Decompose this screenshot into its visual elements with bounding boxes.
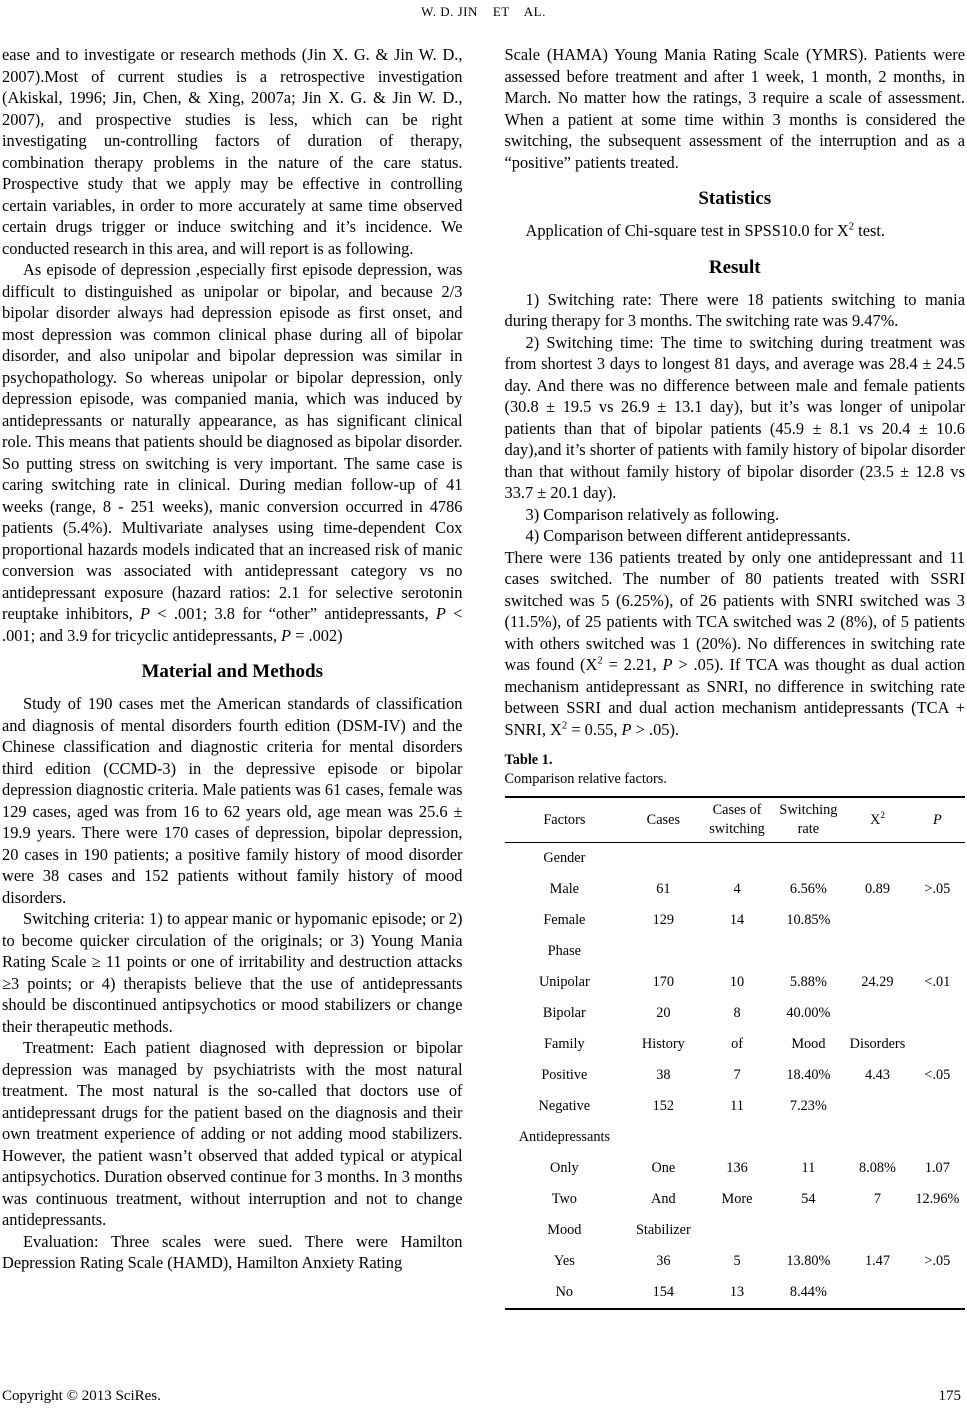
table1-cell: 6.56% [789,881,827,897]
section-heading-result: Result [708,256,761,278]
table1-row [505,1153,966,1184]
table1-cell: 8.08% [859,1160,896,1176]
table1-cell: No [555,1284,574,1300]
table1-cell: 154 [652,1284,675,1300]
table1-cell [910,1277,965,1309]
table1-cell: Family [544,1036,585,1052]
paragraph-scales-continued: Scale (HAMA) Young Mania Rating Scale (YMRS). Patients were assessed before treatment and after 1 week, 1 month, 2 months, in March. No matter how the ratings, 3 require a scale of assessment. When a patient at some time within 3 months is considered the switching, the subsequent assessment of the interruption and as a “positive” patients treated. [504,45,965,172]
table1-cell [772,1122,846,1153]
table1-cell: 20 [656,1005,671,1021]
table1-cell [703,1122,772,1153]
table1-cell [845,1215,909,1246]
table1-cell: 4 [733,881,741,897]
table1-cell: 38 [656,1067,671,1083]
table1-row [505,843,966,875]
table1-cell: One [651,1160,676,1176]
paragraph-result-switching-rate: 1) Switching rate: There were 18 patients switching to mania during therapy for 3 months. The switching rate was 9.47%. [504,289,965,330]
table1-cell: 24.29 [861,974,894,990]
table1-row [505,905,966,936]
table1-row [505,936,966,967]
table1-cell: Mood [547,1222,582,1238]
table1-cell: And [651,1191,676,1207]
table1-cell: 4.43 [864,1067,890,1083]
table1-cell: Positive [541,1067,588,1083]
table1-cell: Stabilizer [635,1222,691,1238]
table1-cell: 1.07 [924,1160,950,1176]
table1-header-row [505,797,966,843]
table1-cell [703,843,772,875]
table1-cell: 1.47 [864,1253,890,1269]
table1-cell: 12.96% [915,1191,960,1207]
table1-row [505,1246,966,1277]
table1-cell: Two [551,1191,577,1207]
table1-row [505,1122,966,1153]
table1-cell: 7.23% [789,1098,827,1114]
table1-cell [845,843,909,875]
table1-row [505,1277,966,1309]
table1-cell: of [731,1036,743,1052]
table1-cell [772,843,846,875]
table1-cell [910,1091,965,1122]
table1-cell: 10.85% [786,912,831,928]
table1-row [505,1184,966,1215]
table1-header-cell: P [932,811,942,828]
table1-cell [845,1091,909,1122]
table1-cell: 129 [652,912,675,928]
paragraph-intro-continued: ease and to investigate or research methods (Jin X. G. & Jin W. D., 2007).Most of current studies is a retrospective investigation (Akiskal, 1996; Jin, Chen, & Xing, 2007a; Jin X. G. & Jin W. D., 2007), and prospective studies is less, which can be right investigating un-controlling factors of duration of therapy, combination therapy problems in the nature of the care status. Prospective study that we apply may be effective in controlling certain variables, in order to more accurately at same time observed certain drugs trigger or induce switching and it’s incidence. We conducted research in this area, and will report is as following. [2,45,463,258]
table1-cell [910,936,965,967]
table1-cell: Phase [547,943,582,959]
paragraph-result-switching-time: 2) Switching time: The time to switching during treatment was from shortest 3 days to longest 81 days, and average was 28.4 ± 24.5 day. And there was no difference between male and female patients (30.8 ± 19.5 vs 26.9 ± 13.1 day), but it’s was longer of unipolar patients than that of bipolar patients (45.9 ± 8.1 vs 20.4 ± 10.6 day),and it’s shorter of patients with family history of bipolar disorder than that without family history of bipolar disorder (23.5 ± 12.8 vs 33.7 ± 20.1 day). [504,332,965,502]
table1-cell: 11 [730,1098,744,1114]
table1-cell: Yes [553,1253,575,1269]
table1-cell: 0.89 [864,881,890,897]
paragraph-statistics: Application of Chi-square test in SPSS10.0 for $X^2$ test. [525,221,886,240]
paragraph-result-comparison-4: 4) Comparison between different antidepressants. [525,526,851,545]
paragraph-episode-depression: As episode of depression ,especially first episode depression, was difficult to distinguished as unipolar or bipolar, and because 2/3 bipolar disorder always had depression episode as first onset, and most depression was common clinical phase during all of bipolar disorder, and also unipolar and bipolar depression was similar in psychopathology. So whereas unipolar or bipolar depression, only depression episode, was companied mania, which was induced by antidepressants or naturally appearance, as has significant clinical role. This means that patients should be diagnosed as bipolar disorder. So putting stress on switching is very important. The same case is caring switching rate in clinical. During median follow-up of 41 weeks (range, 8 - 251 weeks), manic conversion occurred in 4786 patients (5.4%). Multivariate analyses using time-dependent Cox proportional hazards models indicated that an increased risk of manic conversion was associated with antidepressant category vs no antidepressant exposure (hazard ratios: 2.1 for selective serotonin reuptake inhibitors, P < .001; 3.8 for “other” antidepressants, P < .001; and 3.9 for tricyclic antidepressants, P = .002) [2,260,463,645]
table1-cell: 40.00% [786,1005,831,1021]
copyright-text: Copyright © 2013 SciRes. [2,1388,161,1404]
table1-cell: 170 [652,974,675,990]
table1-cell [624,1122,702,1153]
table1-cell: Disorders [849,1036,906,1052]
table1-cell: Antidepressants [518,1129,611,1145]
table1-cell: 5 [733,1253,741,1269]
table1-cell: 36 [656,1253,671,1269]
table1-body [505,843,966,1310]
table1-cell [910,1122,965,1153]
table1-row [505,874,966,905]
table1-row [505,1215,966,1246]
running-head: W. D. JIN ET AL. [421,4,546,19]
right-column [505,44,966,1310]
table1-header-cell: Cases [646,811,681,828]
table1-cell: 61 [656,881,671,897]
table1-cell: 5.88% [789,974,827,990]
section-heading-material-and-methods: Material and Methods [141,661,324,682]
table1-row [505,967,966,998]
table1-cell: Mood [791,1036,826,1052]
table1-cell: 11 [801,1160,816,1176]
table1-cell: >.05 [924,881,951,897]
page-number: 175 [938,1388,961,1404]
table1-label: Table 1. [504,752,553,768]
table1-cell: 152 [652,1098,675,1114]
table1-cell: 13 [729,1284,745,1300]
table1-row [505,1091,966,1122]
table1-header-cell: Cases of switching [709,802,765,837]
table1-row [505,998,966,1029]
table1-row [505,1029,966,1060]
table1-cell: Unipolar [538,974,590,990]
table1-cell: Bipolar [542,1005,586,1021]
table1-cell: <.05 [924,1067,951,1083]
table1-cell: 7 [733,1067,741,1083]
table1-caption [505,751,966,789]
table1-cell [772,936,846,967]
table1-cell: Male [549,881,580,897]
table1-cell [624,936,702,967]
table1-cell [624,843,702,875]
paragraph-result-comparison-3: 3) Comparison relatively as following. [525,504,780,524]
two-column-body [2,44,965,1310]
table1-cell: 54 [801,1191,816,1207]
table1-cell [845,998,909,1029]
paragraph-switching-criteria: Switching criteria: 1) to appear manic or hypomanic episode; or 2) to become quicker circulation of the originals; or 3) Young Mania Rating Scale ≥ 11 points or one of irritability and destruction attacks ≥3 points; or 4) therapists believe that the use of antidepressants should be discontinued antipsychotics or mood stabilizers or change their therapeutic methods. [2,909,463,1036]
table1-cell [845,905,909,936]
table1-cell [910,1215,965,1246]
paragraph-study-cases: Study of 190 cases met the American standards of classification and diagnosis of mental disorders fourth edition (DSM-IV) and the Chinese classification and diagnostic criteria for mental disorders third edition (CCMD-3) in the depressive episode or bipolar depression diagnostic criteria. Male patients was 61 cases, female was 129 cases, aged was from 16 to 62 years old, age mean was 25.6 ± 19.9 years. There were 170 cases of depression, bipolar depression, 20 cases in 190 patients; a positive family history of mood disorder were 38 cases and 152 patients without family history of mood disorders. [2,694,463,907]
paragraph-treatment: Treatment: Each patient diagnosed with depression or bipolar depression was managed by psychiatrists with the most natural treatment. The most natural is the so-called that doctors use of antidepressant drugs for the patient based on the diagnosis and their own treatment experience of adding or not adding mood stabilizers. However, the patient wasn’t observed that added typical or atypical antipsychotics. Duration observed continue for 3 months. In 3 months was continuous treatment, without interruption and not to change antidepressants. [2,1038,463,1229]
table1-cell: 8 [733,1005,741,1021]
table1-cell: Gender [543,850,586,866]
table1-cell [703,1215,772,1246]
table1-row [505,1060,966,1091]
table1-cell [910,905,965,936]
table1-cell [845,936,909,967]
table1-cell: 14 [729,912,745,928]
table1-cell [703,936,772,967]
table1-cell: 7 [873,1191,882,1207]
table1-cell: 13.80% [786,1253,831,1269]
table1-header-cell: $X^2$ [869,810,885,828]
table1-cell: 136 [726,1160,748,1176]
table1-cell: More [721,1191,753,1207]
table1-cell [772,1215,846,1246]
paragraph-evaluation: Evaluation: Three scales were sued. There were Hamilton Depression Rating Scale (HAMD), Hamilton Anxiety Rating [2,1231,463,1272]
paragraph-result-antidepressants: There were 136 patients treated by only one antidepressant and 11 cases switched. The number of 80 patients treated with SSRI switched was 5 (6.25%), of 26 patients with SNRI switched was 3 (11.5%), of 25 patients with TCA switched was 2 (8%), of 5 patients with others switched was 1 (20%). No differences in switching rate was found ($X^2 = 2.21$, P > .05). If TCA was thought as dual action mechanism antidepressant as SNRI, no difference in switching rate between SSRI and dual action mechanism antidepressants (TCA + SNRI, $X^2 = 0.55$, P > .05). [504,547,965,739]
table1-cell: Only [550,1160,579,1176]
table1-cell: History [641,1036,685,1052]
table1-cell [845,1277,909,1309]
table1-header-cell: Switching rate [779,802,838,837]
table1-cell: >.05 [924,1253,951,1269]
table1-header-cell: Factors [543,811,586,828]
section-heading-statistics: Statistics [698,188,772,209]
table1-cell [910,843,965,875]
table1 [505,796,966,1310]
table1-cell: Female [543,912,586,928]
table1-cell: 18.40% [786,1067,831,1083]
table1-cell: Negative [538,1098,591,1114]
page-footer [2,1388,961,1405]
table1-subtitle: Comparison relative factors. [504,771,667,787]
table1-cell [845,1122,909,1153]
table1-cell [910,998,965,1029]
left-column [2,44,463,1310]
table1-cell: <.01 [924,974,951,990]
table1-cell: 10 [729,974,745,990]
table1-cell [910,1029,965,1060]
table1-cell: 8.44% [789,1284,827,1300]
